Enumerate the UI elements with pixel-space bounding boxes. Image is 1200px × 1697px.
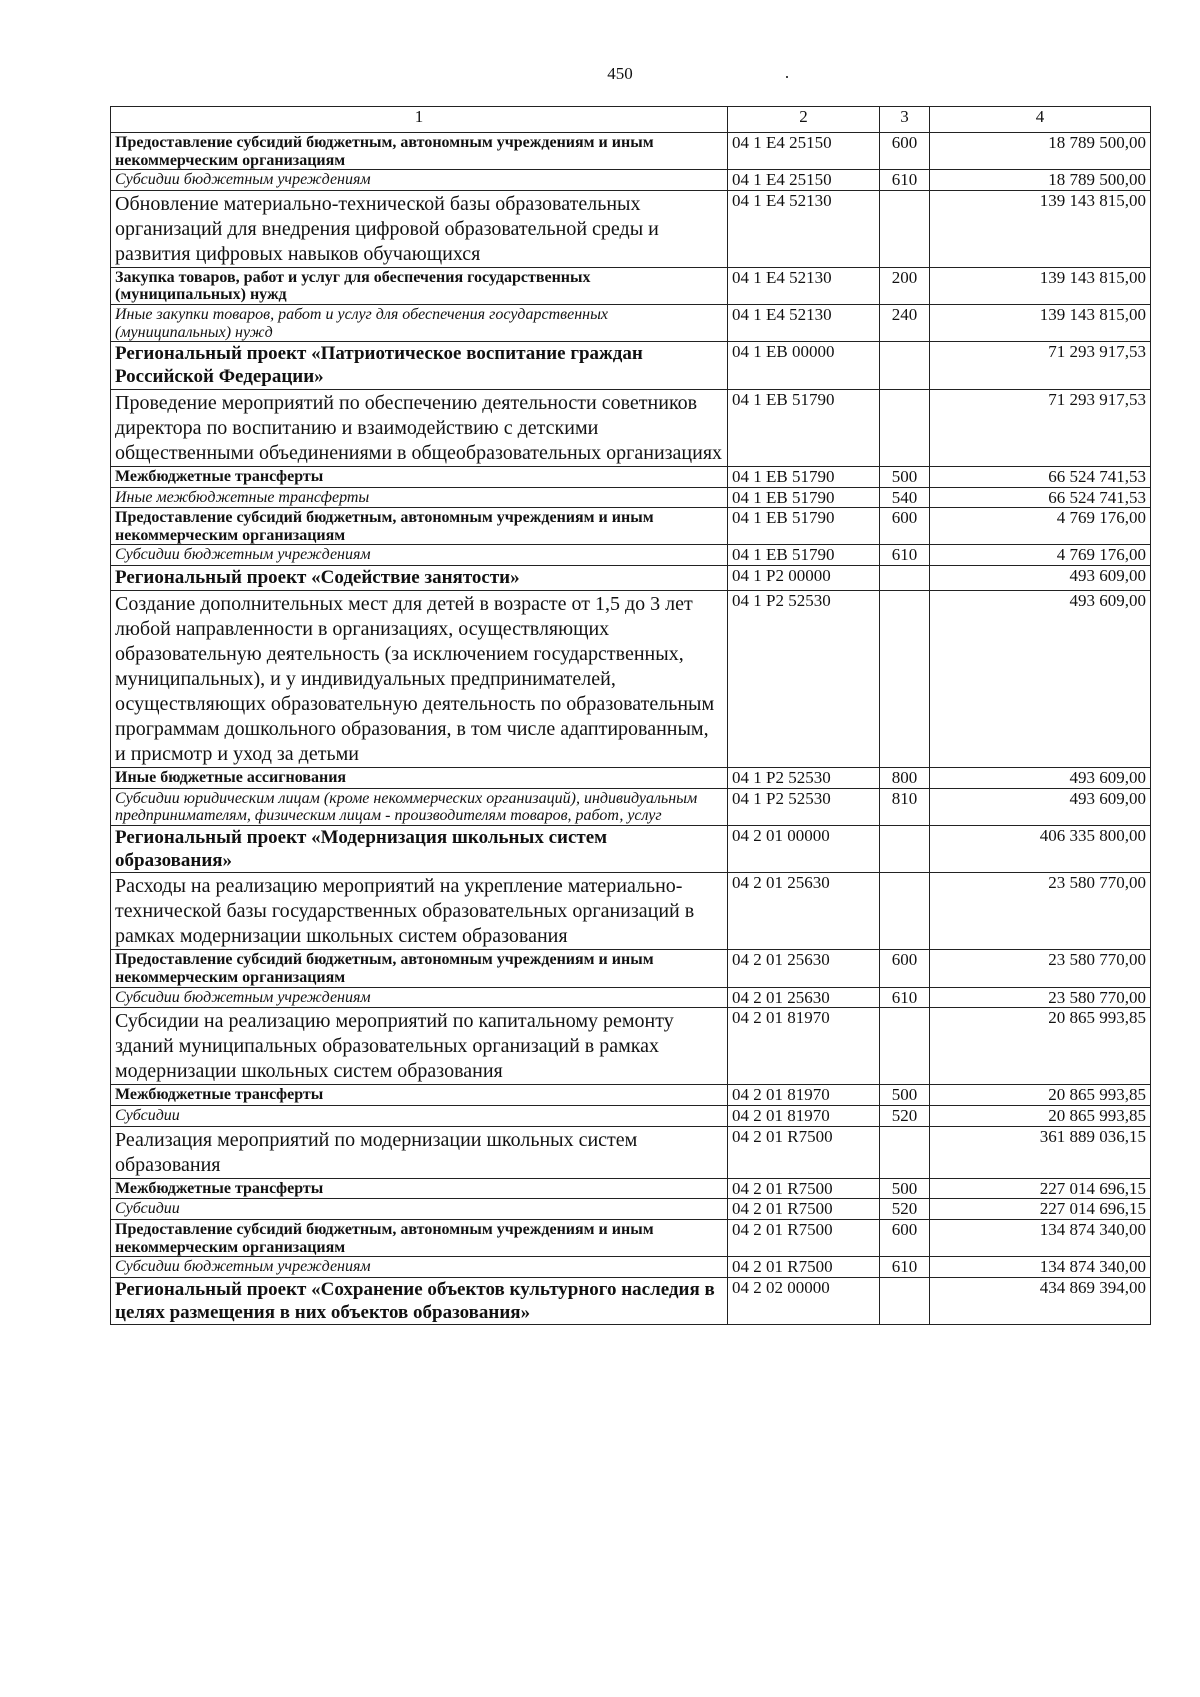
row-sum-cell: 434 869 394,00 — [930, 1277, 1151, 1325]
row-name-cell: Расходы на реализацию мероприятий на укрепление материально-технической базы государственных образовательных организаций в рамках модернизации школьных систем образования — [111, 873, 728, 950]
row-type-cell — [880, 190, 930, 267]
row-code-cell: 04 2 01 25630 — [728, 873, 880, 950]
row-sum-cell: 493 609,00 — [930, 566, 1151, 591]
row-name-cell: Межбюджетные трансферты — [111, 1085, 728, 1106]
row-name-cell: Субсидии бюджетным учреждениям — [111, 545, 728, 566]
row-name-cell: Региональный проект «Сохранение объектов культурного наследия в целях размещения в них объектов образования» — [111, 1277, 728, 1325]
row-name-cell: Межбюджетные трансферты — [111, 1178, 728, 1199]
row-type-cell: 500 — [880, 466, 930, 487]
row-name-cell: Закупка товаров, работ и услуг для обеспечения государственных (муниципальных) нужд — [111, 267, 728, 304]
row-name-cell: Создание дополнительных мест для детей в возрасте от 1,5 до 3 лет любой направленности в организациях, осуществляющих образовательную деятельность (за исключением государственных, муниципальных), и у индивидуальных предпринимателей, осуществляющих образовательную деятельность по образовательным программам дошкольного образования, в том числе адаптированным, и присмотр и уход за детьми — [111, 590, 728, 767]
row-code-cell: 04 1 E4 25150 — [728, 170, 880, 191]
row-name-cell: Региональный проект «Модернизация школьных систем образования» — [111, 825, 728, 873]
row-type-cell: 610 — [880, 170, 930, 191]
row-name-cell: Предоставление субсидий бюджетным, автономным учреждениям и иным некоммерческим организациям — [111, 950, 728, 987]
row-code-cell: 04 1 EB 51790 — [728, 487, 880, 508]
table-row — [111, 1085, 1151, 1106]
row-name-cell: Обновление материально-технической базы образовательных организаций для внедрения цифровой образовательной среды и развития цифровых навыков обучающихся — [111, 190, 728, 267]
column-header-4: 4 — [930, 107, 1151, 133]
table-row — [111, 1219, 1151, 1256]
table-row — [111, 1105, 1151, 1126]
row-type-cell — [880, 389, 930, 466]
row-type-cell: 200 — [880, 267, 930, 304]
row-type-cell: 800 — [880, 767, 930, 788]
row-sum-cell: 66 524 741,53 — [930, 466, 1151, 487]
row-type-cell: 520 — [880, 1199, 930, 1220]
row-sum-cell: 4 769 176,00 — [930, 545, 1151, 566]
column-header-1: 1 — [111, 107, 728, 133]
table-row — [111, 190, 1151, 267]
table-row — [111, 170, 1151, 191]
row-name-cell: Иные бюджетные ассигнования — [111, 767, 728, 788]
row-name-cell: Реализация мероприятий по модернизации школьных систем образования — [111, 1126, 728, 1178]
row-type-cell: 810 — [880, 788, 930, 825]
row-sum-cell: 4 769 176,00 — [930, 508, 1151, 545]
page-number: 450 — [607, 64, 633, 83]
table-row — [111, 1257, 1151, 1278]
row-sum-cell: 493 609,00 — [930, 767, 1151, 788]
table-row — [111, 1008, 1151, 1085]
row-type-cell: 600 — [880, 950, 930, 987]
row-code-cell: 04 2 01 00000 — [728, 825, 880, 873]
row-type-cell — [880, 342, 930, 390]
row-code-cell: 04 2 01 R7500 — [728, 1178, 880, 1199]
row-sum-cell: 20 865 993,85 — [930, 1085, 1151, 1106]
row-sum-cell: 361 889 036,15 — [930, 1126, 1151, 1178]
row-sum-cell: 71 293 917,53 — [930, 342, 1151, 390]
row-type-cell: 240 — [880, 305, 930, 342]
row-name-cell: Региональный проект «Содействие занятости» — [111, 566, 728, 591]
row-name-cell: Субсидии — [111, 1199, 728, 1220]
row-name-cell: Предоставление субсидий бюджетным, автономным учреждениям и иным некоммерческим организациям — [111, 133, 728, 170]
row-code-cell: 04 2 01 R7500 — [728, 1126, 880, 1178]
row-type-cell: 500 — [880, 1085, 930, 1106]
table-row — [111, 545, 1151, 566]
table-row — [111, 825, 1151, 873]
row-name-cell: Предоставление субсидий бюджетным, автономным учреждениям и иным некоммерческим организациям — [111, 508, 728, 545]
row-code-cell: 04 2 01 R7500 — [728, 1219, 880, 1256]
row-sum-cell: 23 580 770,00 — [930, 950, 1151, 987]
table-row — [111, 788, 1151, 825]
column-header-2: 2 — [728, 107, 880, 133]
row-name-cell: Предоставление субсидий бюджетным, автономным учреждениям и иным некоммерческим организациям — [111, 1219, 728, 1256]
row-sum-cell: 20 865 993,85 — [930, 1105, 1151, 1126]
row-sum-cell: 18 789 500,00 — [930, 133, 1151, 170]
row-code-cell: 04 1 E4 52130 — [728, 190, 880, 267]
row-code-cell: 04 2 01 81970 — [728, 1105, 880, 1126]
row-code-cell: 04 2 01 81970 — [728, 1008, 880, 1085]
row-name-cell: Иные межбюджетные трансферты — [111, 487, 728, 508]
row-sum-cell: 227 014 696,15 — [930, 1199, 1151, 1220]
row-type-cell — [880, 825, 930, 873]
row-type-cell: 520 — [880, 1105, 930, 1126]
table-row — [111, 590, 1151, 767]
row-type-cell — [880, 566, 930, 591]
table-row — [111, 466, 1151, 487]
table-row — [111, 389, 1151, 466]
row-code-cell: 04 2 01 R7500 — [728, 1199, 880, 1220]
budget-table-body — [111, 107, 1151, 1325]
row-code-cell: 04 2 01 81970 — [728, 1085, 880, 1106]
table-row — [111, 487, 1151, 508]
row-sum-cell: 493 609,00 — [930, 788, 1151, 825]
row-code-cell: 04 1 EB 51790 — [728, 466, 880, 487]
budget-table — [110, 106, 1151, 1325]
row-type-cell: 600 — [880, 1219, 930, 1256]
row-code-cell: 04 1 P2 52530 — [728, 788, 880, 825]
table-row — [111, 342, 1151, 390]
table-row — [111, 1277, 1151, 1325]
row-code-cell: 04 1 E4 52130 — [728, 267, 880, 304]
table-row — [111, 1178, 1151, 1199]
row-code-cell: 04 2 01 25630 — [728, 950, 880, 987]
row-name-cell: Региональный проект «Патриотическое воспитание граждан Российской Федерации» — [111, 342, 728, 390]
row-code-cell: 04 1 EB 00000 — [728, 342, 880, 390]
row-type-cell: 540 — [880, 487, 930, 508]
row-name-cell: Субсидии юридическим лицам (кроме некоммерческих организаций), индивидуальным предпринимателям, физическим лицам - производителям товаров, работ, услуг — [111, 788, 728, 825]
row-type-cell: 610 — [880, 1257, 930, 1278]
row-code-cell: 04 1 P2 52530 — [728, 590, 880, 767]
row-code-cell: 04 2 01 25630 — [728, 987, 880, 1008]
row-sum-cell: 20 865 993,85 — [930, 1008, 1151, 1085]
row-type-cell — [880, 1277, 930, 1325]
row-sum-cell: 139 143 815,00 — [930, 305, 1151, 342]
row-name-cell: Субсидии бюджетным учреждениям — [111, 170, 728, 191]
row-name-cell: Субсидии — [111, 1105, 728, 1126]
table-row — [111, 267, 1151, 304]
row-type-cell: 600 — [880, 508, 930, 545]
table-row — [111, 1199, 1151, 1220]
table-row — [111, 767, 1151, 788]
row-name-cell: Иные закупки товаров, работ и услуг для обеспечения государственных (муниципальных) нужд — [111, 305, 728, 342]
table-header-row — [111, 107, 1151, 133]
row-code-cell: 04 1 P2 52530 — [728, 767, 880, 788]
row-type-cell — [880, 590, 930, 767]
table-row — [111, 566, 1151, 591]
row-name-cell: Субсидии бюджетным учреждениям — [111, 1257, 728, 1278]
row-code-cell: 04 2 02 00000 — [728, 1277, 880, 1325]
row-name-cell: Проведение мероприятий по обеспечению деятельности советников директора по воспитанию и взаимодействию с детскими общественными объединениями в общеобразовательных организациях — [111, 389, 728, 466]
row-type-cell — [880, 1008, 930, 1085]
scan-speck — [786, 76, 788, 78]
row-sum-cell: 493 609,00 — [930, 590, 1151, 767]
row-code-cell: 04 1 EB 51790 — [728, 389, 880, 466]
row-sum-cell: 18 789 500,00 — [930, 170, 1151, 191]
row-name-cell: Субсидии на реализацию мероприятий по капитальному ремонту зданий муниципальных образовательных организаций в рамках модернизации школьных систем образования — [111, 1008, 728, 1085]
row-sum-cell: 71 293 917,53 — [930, 389, 1151, 466]
row-type-cell: 500 — [880, 1178, 930, 1199]
row-code-cell: 04 1 E4 25150 — [728, 133, 880, 170]
table-row — [111, 873, 1151, 950]
row-code-cell: 04 1 EB 51790 — [728, 508, 880, 545]
table-row — [111, 1126, 1151, 1178]
row-code-cell: 04 1 P2 00000 — [728, 566, 880, 591]
table-row — [111, 133, 1151, 170]
row-code-cell: 04 2 01 R7500 — [728, 1257, 880, 1278]
row-name-cell: Межбюджетные трансферты — [111, 466, 728, 487]
row-type-cell: 610 — [880, 545, 930, 566]
row-name-cell: Субсидии бюджетным учреждениям — [111, 987, 728, 1008]
row-sum-cell: 23 580 770,00 — [930, 987, 1151, 1008]
table-row — [111, 950, 1151, 987]
row-sum-cell: 139 143 815,00 — [930, 267, 1151, 304]
row-sum-cell: 134 874 340,00 — [930, 1257, 1151, 1278]
table-row — [111, 987, 1151, 1008]
table-row — [111, 305, 1151, 342]
row-type-cell: 610 — [880, 987, 930, 1008]
row-sum-cell: 66 524 741,53 — [930, 487, 1151, 508]
column-header-3: 3 — [880, 107, 930, 133]
row-code-cell: 04 1 EB 51790 — [728, 545, 880, 566]
row-sum-cell: 134 874 340,00 — [930, 1219, 1151, 1256]
row-sum-cell: 227 014 696,15 — [930, 1178, 1151, 1199]
row-type-cell: 600 — [880, 133, 930, 170]
row-sum-cell: 406 335 800,00 — [930, 825, 1151, 873]
row-sum-cell: 23 580 770,00 — [930, 873, 1151, 950]
row-code-cell: 04 1 E4 52130 — [728, 305, 880, 342]
table-row — [111, 508, 1151, 545]
row-type-cell — [880, 1126, 930, 1178]
row-type-cell — [880, 873, 930, 950]
row-sum-cell: 139 143 815,00 — [930, 190, 1151, 267]
